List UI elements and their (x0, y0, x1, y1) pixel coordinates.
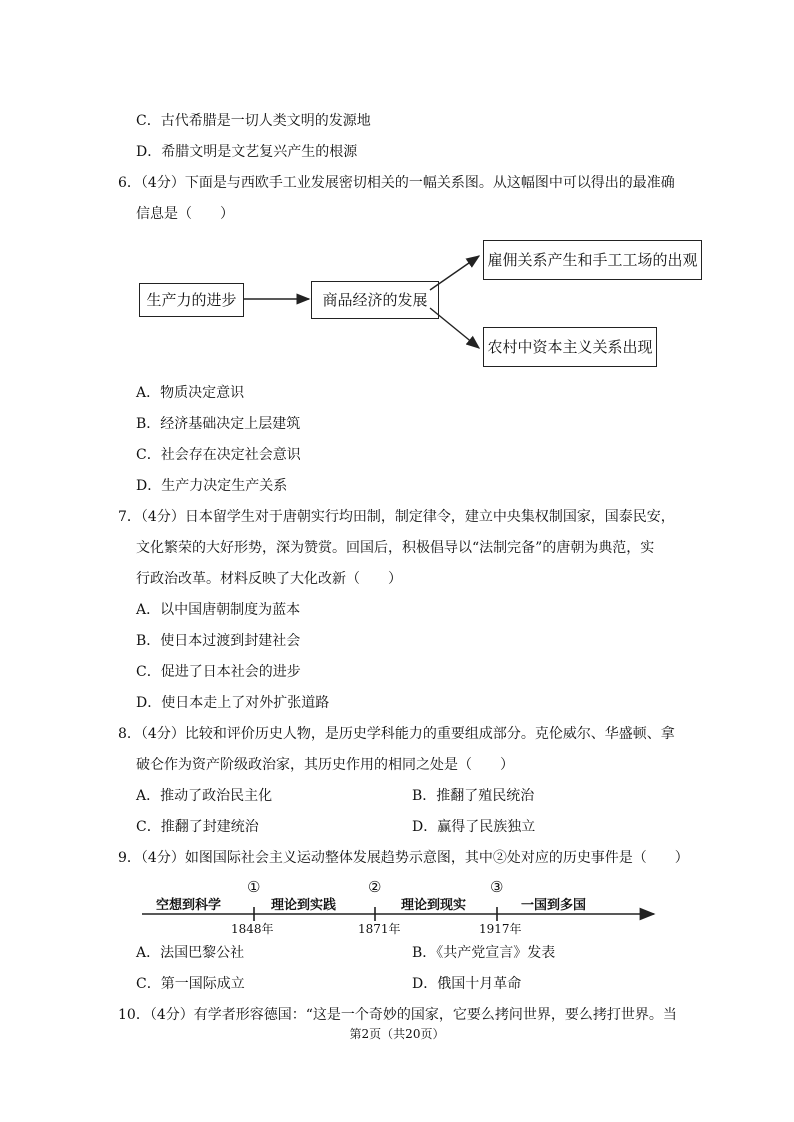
q8-option-b (412, 786, 534, 806)
option-text: 使日本过渡到封建社会 (160, 633, 301, 649)
q8-stem-line2: 破仑作为资产阶级政治家，其历史作用的相同之处是（ ） (136, 757, 514, 773)
option-text: 以中国唐朝制度为蓝本 (160, 602, 301, 618)
q5-option-d (136, 142, 357, 162)
q5-option-c (136, 111, 371, 131)
option-letter: D． (136, 695, 162, 711)
q7-stem-line1: 7．（4分）日本留学生对于唐朝实行均田制，制定律令，建立中央集权制国家，国泰民安， (118, 509, 675, 525)
option-text: 经济基础决定上层建筑 (160, 416, 301, 432)
q7-stem-line3: 行政治改革。材料反映了大化改新（ ） (136, 571, 402, 587)
timeline-marker-3: ③ (490, 878, 504, 896)
timeline-segment-1: 空想到科学 (156, 898, 222, 913)
timeline-marker-2: ② (368, 878, 382, 896)
page-footer: 第2页（共20页） (349, 1027, 445, 1041)
option-text: 推动了政治民主化 (160, 788, 273, 804)
option-text: 社会存在决定社会意识 (160, 447, 301, 463)
timeline-marker-1: ① (247, 878, 261, 896)
option-letter: C． (136, 976, 161, 992)
q10-stem-line1: 10．（4分）有学者形容德国：“这是一个奇妙的国家，它要么拷问世界，要么拷打世界。当 (118, 1007, 677, 1023)
option-text: 推翻了殖民统治 (436, 788, 535, 804)
option-letter: C． (136, 113, 161, 129)
option-text: 赢得了民族独立 (437, 819, 536, 835)
q8-option-d (412, 817, 535, 837)
diagram-box-commodity-economy: 商品经济的发展 (311, 281, 439, 319)
q8-option-c (136, 817, 259, 837)
option-letter: A． (136, 788, 161, 804)
option-text: 物质决定意识 (160, 385, 245, 401)
q6-option-a (136, 383, 244, 403)
option-text: 《共产党宣言》发表 (436, 945, 556, 961)
option-text: 古代希腊是一切人类文明的发源地 (160, 113, 371, 129)
option-text: 俄国十月革命 (437, 976, 522, 992)
diagram-box-employment-relations: 雇佣关系产生和手工工场的出观 (483, 240, 702, 280)
option-text: 生产力决定生产关系 (161, 478, 288, 494)
option-letter: B． (412, 788, 437, 804)
timeline-year-1917: 1917年 (479, 922, 522, 936)
option-letter: C． (136, 447, 161, 463)
q8-stem-line1: 8．（4分）比较和评价历史人物，是历史学科能力的重要组成部分。克伦威尔、华盛顿、拿 (118, 726, 675, 742)
q6-option-c (136, 445, 301, 465)
option-letter: C． (136, 819, 161, 835)
option-letter: D． (136, 144, 162, 160)
option-text: 第一国际成立 (160, 976, 245, 992)
q9-stem: 9．（4分）如图国际社会主义运动整体发展趋势示意图，其中②处对应的历史事件是（ ） (118, 850, 689, 866)
q9-option-d (412, 974, 521, 994)
q6-stem-line1: 6．（4分）下面是与西欧手工业发展密切相关的一幅关系图。从这幅图中可以得出的最准确 (118, 175, 675, 191)
option-letter: B． (412, 945, 437, 961)
option-letter: A． (136, 602, 161, 618)
option-text: 法国巴黎公社 (160, 945, 245, 961)
diagram-box-rural-capitalism: 农村中资本主义关系出现 (483, 327, 657, 367)
q7-option-a (136, 600, 300, 620)
timeline-segment-3: 理论到现实 (401, 898, 467, 913)
option-letter: D． (412, 819, 438, 835)
timeline-year-1848: 1848年 (231, 922, 274, 936)
option-text: 促进了日本社会的进步 (160, 664, 301, 680)
option-letter: A． (136, 385, 161, 401)
option-text: 推翻了封建统治 (160, 819, 259, 835)
q9-option-a (136, 943, 244, 963)
q9-option-b (412, 943, 555, 963)
option-letter: D． (136, 478, 162, 494)
q7-option-d (136, 693, 329, 713)
timeline-year-1871: 1871年 (358, 922, 401, 936)
timeline-segment-4: 一国到多国 (521, 898, 587, 913)
option-letter: C． (136, 664, 161, 680)
diagram-box-productivity: 生产力的进步 (139, 283, 244, 317)
option-letter: B． (136, 633, 161, 649)
option-text: 希腊文明是文艺复兴产生的根源 (161, 144, 358, 160)
option-text: 使日本走上了对外扩张道路 (161, 695, 330, 711)
q8-option-a (136, 786, 272, 806)
q6-stem-line2: 信息是（ ） (136, 206, 234, 222)
timeline-segment-2: 理论到实践 (271, 898, 337, 913)
q7-option-c (136, 662, 301, 682)
q6-option-b (136, 414, 300, 434)
option-letter: D． (412, 976, 438, 992)
q7-stem-line2: 文化繁荣的大好形势，深为赞赏。回国后，积极倡导以“法制完备”的唐朝为典范，实 (136, 540, 655, 556)
option-letter: B． (136, 416, 161, 432)
option-letter: A． (136, 945, 161, 961)
q9-option-c (136, 974, 245, 994)
q6-option-d (136, 476, 287, 496)
q7-option-b (136, 631, 300, 651)
